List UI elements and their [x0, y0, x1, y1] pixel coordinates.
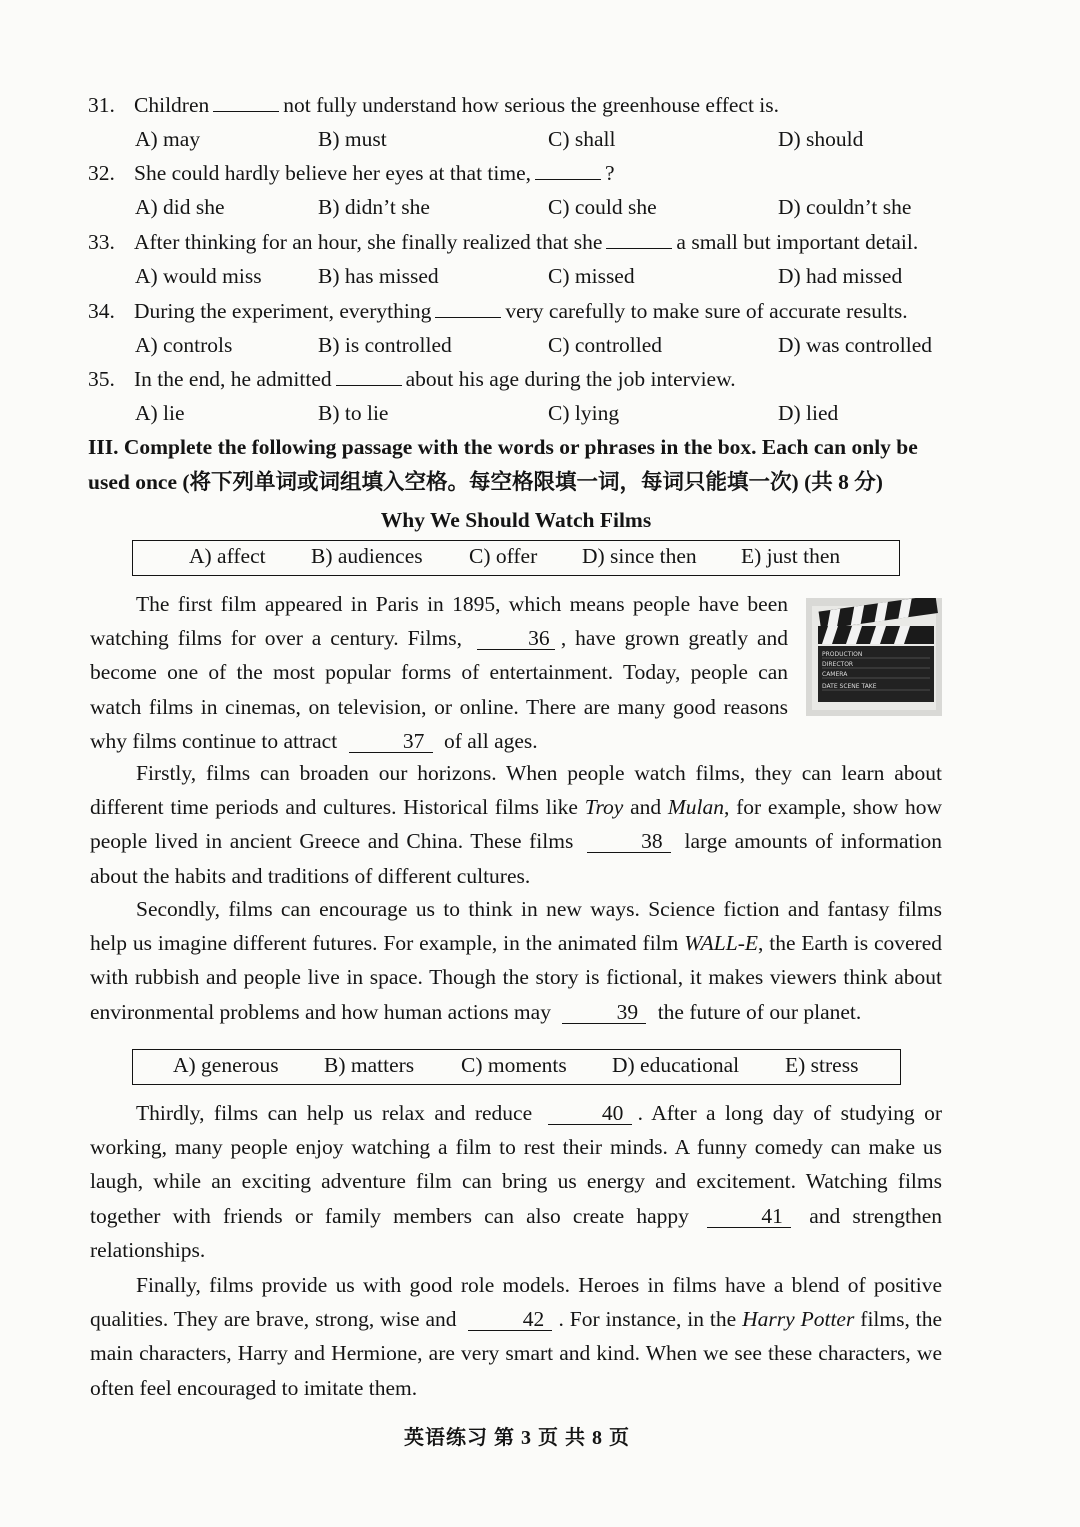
paragraph-1: [90, 587, 788, 758]
film-title-walle: WALL-E: [684, 931, 758, 956]
passage-title: Why We Should Watch Films: [380, 508, 652, 532]
question-stem-start: After thinking for an hour, she finally realized that she: [134, 230, 603, 254]
paragraph-text: large amounts of information about the habits and traditions of different cultures.: [90, 829, 942, 888]
word-option-d: D) educational: [612, 1053, 740, 1077]
question-stem-end: very carefully to make sure of accurate results.: [505, 299, 908, 323]
option-d: D) should: [778, 127, 864, 151]
question-stem-end: not fully understand how serious the greenhouse effect is.: [283, 93, 780, 117]
film-title-harry-potter: Harry Potter: [742, 1307, 855, 1332]
clapper-label-camera: CAMERA: [822, 671, 848, 678]
question-number: 34.: [88, 299, 115, 323]
clapperboard-image: [806, 598, 942, 716]
question-34: [88, 294, 948, 328]
paragraph-4: [90, 1096, 942, 1267]
blank-37: 37: [349, 730, 433, 753]
option-c: C) missed: [548, 264, 635, 288]
option-c: C) controlled: [548, 333, 663, 357]
option-a: A) would miss: [135, 264, 262, 288]
word-box-1: [132, 540, 900, 576]
word-option-a: A) generous: [173, 1053, 279, 1077]
paragraph-text: . After a long day of studying or working, many people enjoy watching a film to rest their minds. A funny comedy can make us laugh, while an exciting adventure film can bring us energy and excitement. Watching films together with friends or family members can also create happy: [90, 1101, 943, 1228]
question-stem-start: In the end, he admitted: [134, 367, 332, 391]
paragraph-text: of all ages.: [443, 728, 538, 753]
paragraph-text: Finally, films provide us with good role models. Heroes in films have a blend of positive qualities. They are brave, strong, wise and: [90, 1273, 942, 1332]
paragraph-text: the future of our planet.: [657, 999, 862, 1024]
question-stem-end: about his age during the job interview.: [405, 367, 736, 391]
question-number: 32.: [88, 161, 115, 185]
film-title-mulan: Mulan: [667, 795, 724, 820]
question-number: 35.: [88, 367, 115, 391]
paragraph-3: [90, 892, 942, 1029]
word-option-c: C) moments: [461, 1053, 567, 1077]
blank-40: 40: [548, 1102, 632, 1125]
option-b: B) didn’t she: [318, 195, 430, 219]
answer-blank: [606, 230, 672, 249]
paragraph-text: , for example, show how people lived in ancient Greece and China. These films: [90, 795, 942, 854]
answer-blank: [535, 161, 601, 180]
clapper-label-date-scene-take: DATE SCENE TAKE: [822, 683, 877, 690]
option-d: D) had missed: [778, 264, 903, 288]
option-d: D) was controlled: [778, 333, 933, 357]
paragraph-text: , the Earth is covered with rubbish and people live in space. Though the story is fictional, it makes viewers think about environmental problems and how human actions may: [90, 931, 942, 1024]
option-a: A) may: [135, 127, 201, 151]
paragraph-text: and: [630, 795, 662, 820]
blank-38: 38: [587, 830, 671, 853]
option-d: D) couldn’t she: [778, 195, 912, 219]
word-option-a: A) affect: [189, 544, 266, 568]
word-option-d: D) since then: [582, 544, 697, 568]
answer-blank: [213, 93, 279, 112]
word-option-b: B) matters: [324, 1053, 415, 1077]
question-number: 31.: [88, 93, 115, 117]
option-a: A) controls: [135, 333, 233, 357]
option-b: B) is controlled: [318, 333, 452, 357]
word-option-e: E) stress: [785, 1053, 859, 1077]
question-35: [88, 362, 948, 396]
option-a: A) lie: [135, 401, 185, 425]
question-stem-end: a small but important detail.: [676, 230, 919, 254]
option-c: C) lying: [548, 401, 620, 425]
paragraph-text: Firstly, films can broaden our horizons. When people watch films, they can learn about different time periods and cultures. Historical films like: [90, 761, 942, 820]
clapper-label-director: DIRECTOR: [822, 661, 854, 668]
film-title-troy: Troy: [584, 795, 624, 820]
question-31: [88, 88, 948, 122]
question-stem-start: During the experiment, everything: [134, 299, 432, 323]
question-stem-start: She could hardly believe her eyes at that time,: [134, 161, 532, 185]
paragraph-text: and strengthen relationships.: [90, 1203, 942, 1262]
option-c: C) shall: [548, 127, 616, 151]
paragraph-text: . For instance, in the: [558, 1307, 737, 1332]
option-b: B) to lie: [318, 401, 389, 425]
page-footer: 英语练习 第 3 页 共 8 页: [404, 1427, 630, 1449]
paragraph-text: films, the main characters, Harry and Hermione, are very smart and kind. When we see these characters, we often feel encouraged to imitate them.: [90, 1307, 943, 1400]
answer-blank: [435, 299, 501, 318]
paragraph-text: The first film appeared in Paris in 1895, which means people have been watching films for over a century. Films,: [90, 592, 788, 651]
question-number: 33.: [88, 230, 115, 254]
question-stem-end: ?: [605, 161, 615, 185]
question-stem-start: Children: [134, 93, 210, 117]
word-option-e: E) just then: [741, 544, 841, 568]
word-option-c: C) offer: [469, 544, 538, 568]
option-b: B) must: [318, 127, 387, 151]
blank-41: 41: [707, 1205, 791, 1228]
section-instruction-line1: III. Complete the following passage with the words or phrases in the box. Each can only be: [88, 435, 918, 459]
blank-42: 42: [468, 1308, 552, 1331]
word-box-2: [132, 1049, 901, 1085]
section-heading: [88, 430, 948, 500]
question-33: [88, 225, 948, 259]
paragraph-5: [90, 1268, 942, 1405]
word-option-b: B) audiences: [311, 544, 423, 568]
option-c: C) could she: [548, 195, 657, 219]
paragraph-text: , have grown greatly and become one of the most popular forms of entertainment. Today, people can watch films in cinemas, on television, or online. There are many good reasons why films continue to attract: [90, 626, 789, 753]
answer-blank: [336, 367, 402, 386]
option-b: B) has missed: [318, 264, 439, 288]
paragraph-2: [90, 756, 942, 893]
option-a: A) did she: [135, 195, 225, 219]
question-32: [88, 156, 948, 190]
paragraph-text: Thirdly, films can help us relax and reduce: [136, 1101, 533, 1125]
option-d: D) lied: [778, 401, 839, 425]
section-instruction-line2: used once (将下列单词或词组填入空格。每空格限填一词，每词只能填一次) (共 8 分): [88, 470, 883, 494]
paragraph-text: Secondly, films can encourage us to think in new ways. Science fiction and fantasy films help us imagine different futures. For example, in the animated film: [90, 897, 942, 956]
blank-36: 36: [477, 627, 555, 650]
blank-39: 39: [562, 1001, 646, 1024]
clapper-label-production: PRODUCTION: [822, 651, 863, 658]
